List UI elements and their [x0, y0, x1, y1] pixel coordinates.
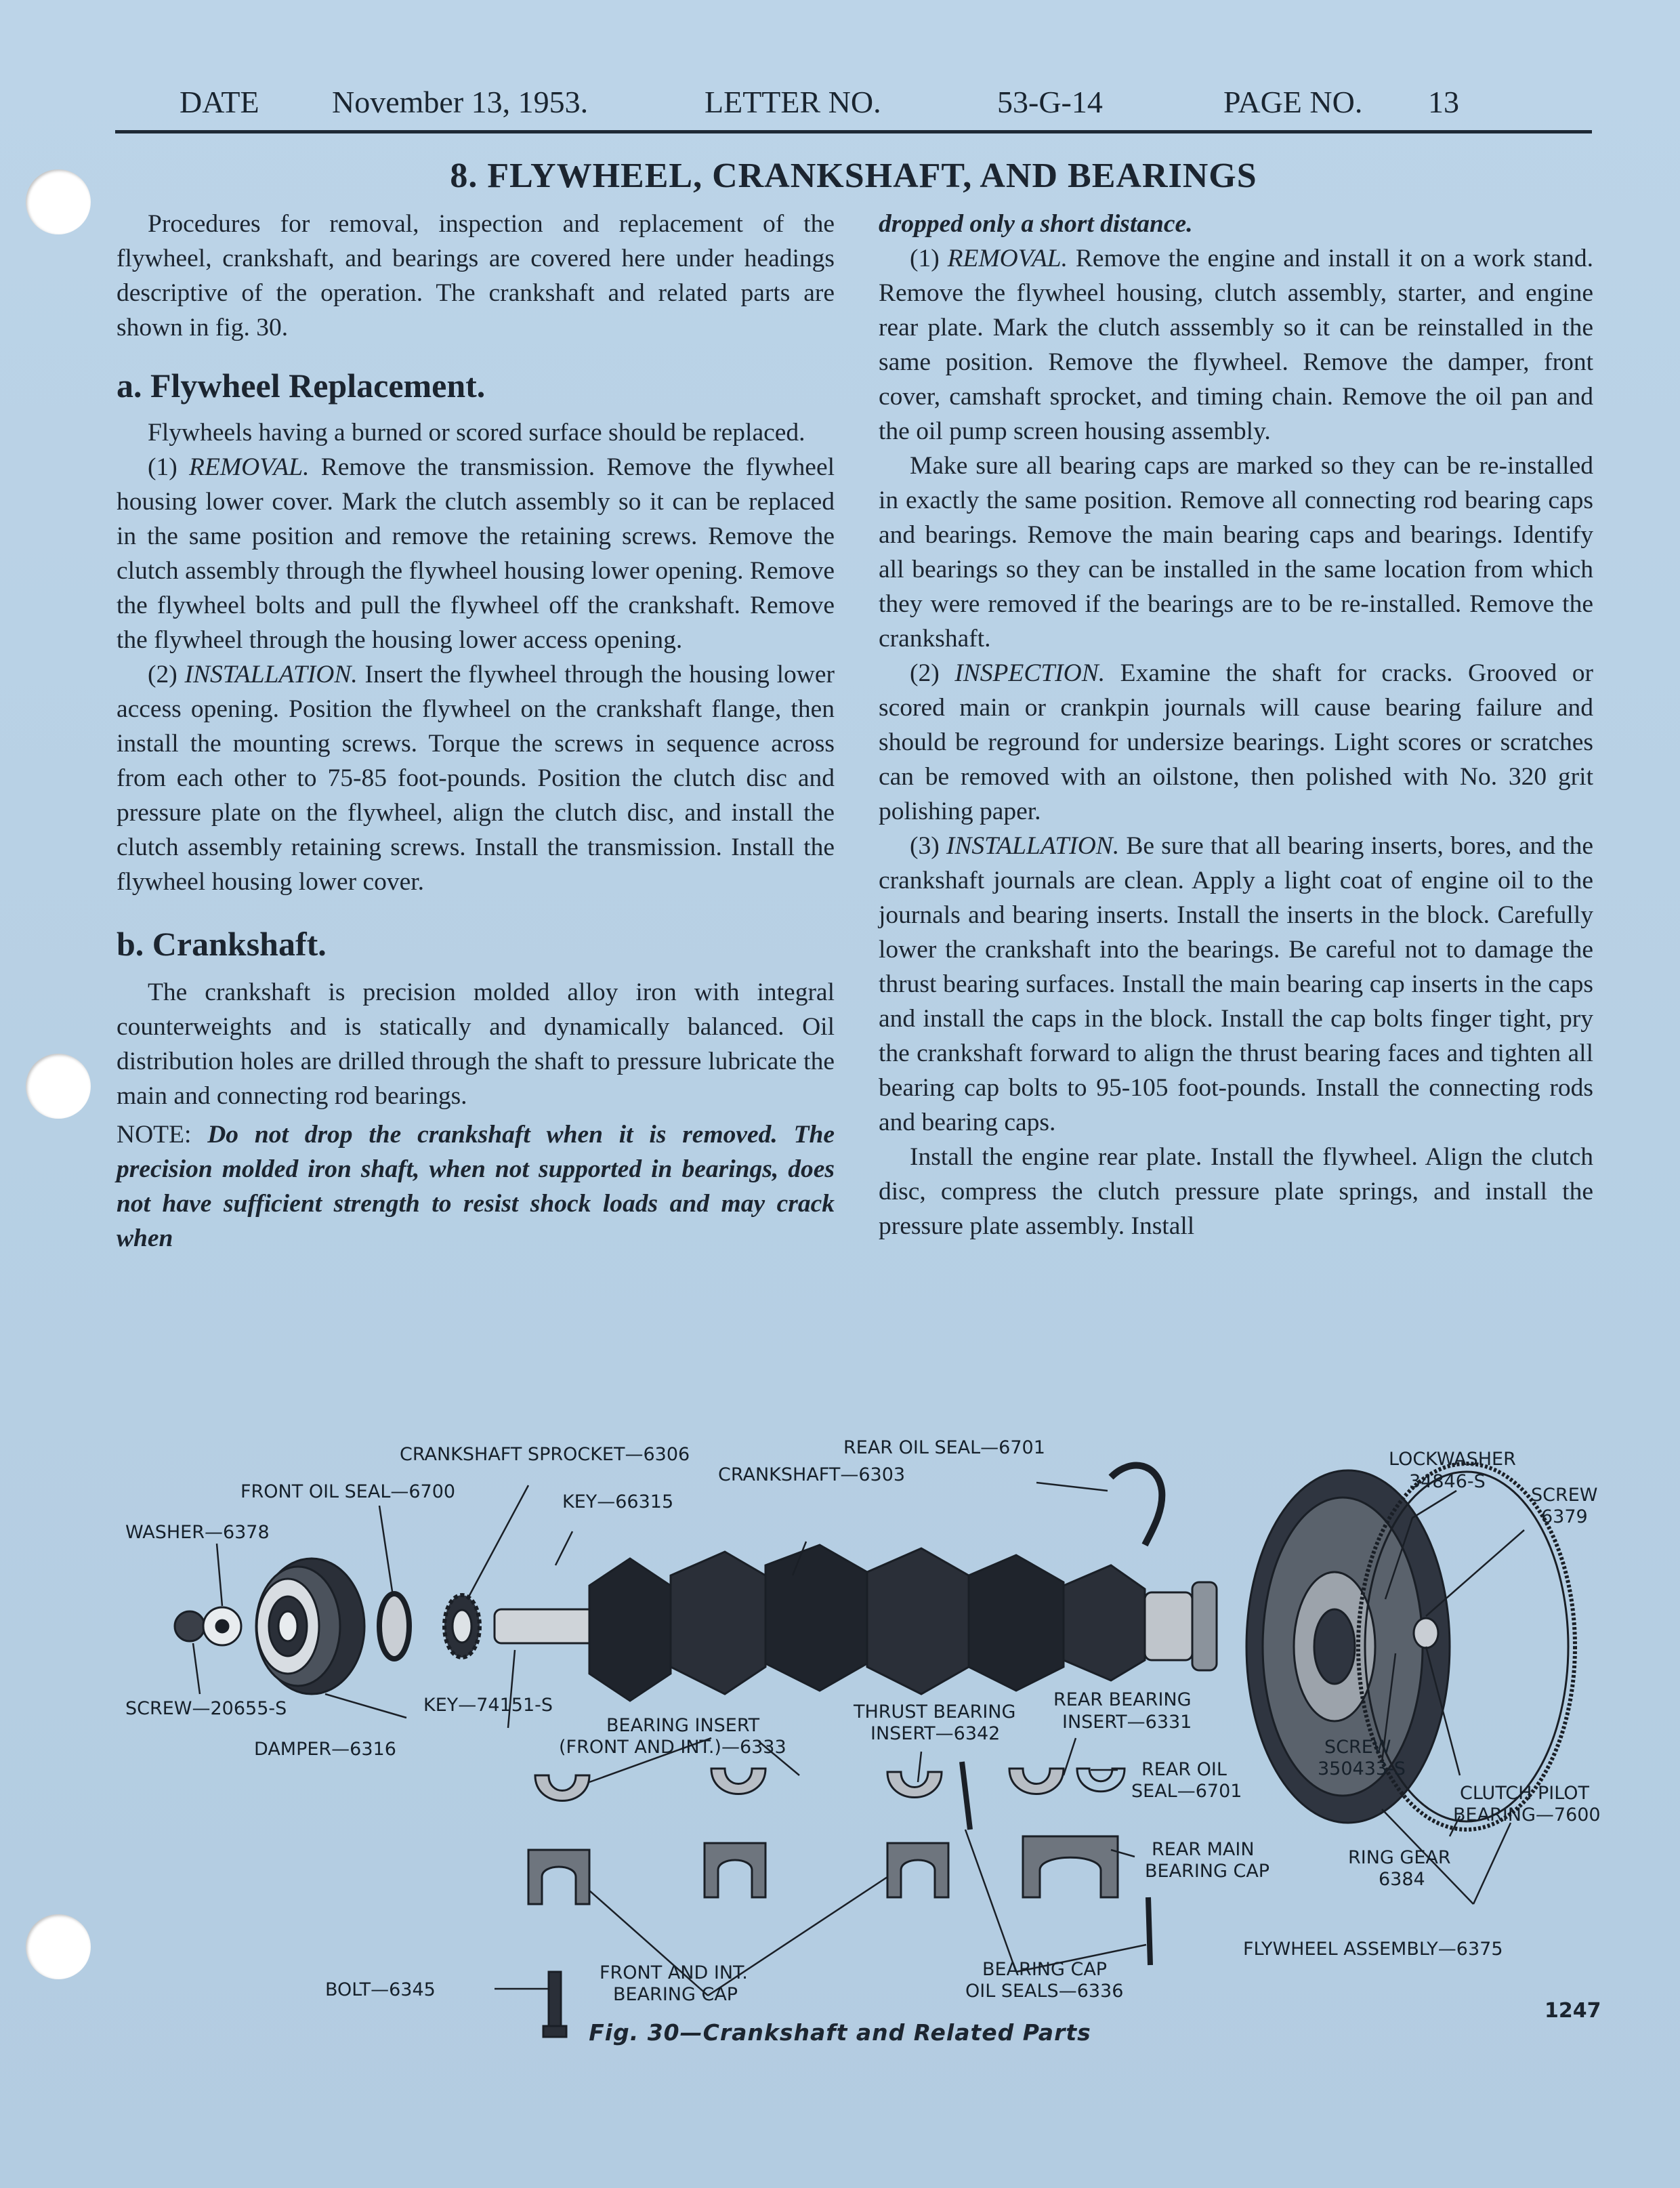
parts-diagram — [115, 1430, 1605, 2040]
page-value: 13 — [1428, 85, 1459, 119]
date-value: November 13, 1953. — [332, 85, 589, 119]
crankshaft-inspection-num: (2) — [910, 659, 940, 687]
label-rear-main-a: REAR MAIN — [1152, 1839, 1255, 1860]
label-screw-6379-b: 6379 — [1541, 1506, 1588, 1527]
clutch-pilot-bearing-drawing — [1414, 1618, 1438, 1648]
flywheel-installation-text: Insert the flywheel through the housing lower access opening. Position the flywheel on the crankshaft flange, then install the mounting screws. Torque the screws in sequence across from each other to 75-85 foot-pounds. Position the clutch disc and pressure plate on the flywheel, align the clutch disc, and install the clutch assembly retaining screws. Install the transmission. Install the flywheel housing lower cover. — [117, 661, 835, 896]
section-title: 8. FLYWHEEL, CRANKSHAFT, AND BEARINGS — [450, 157, 1257, 195]
bearing-inserts-drawing — [535, 1769, 1125, 1801]
page-header — [115, 80, 1592, 127]
heading-flywheel-replacement: a. Flywheel Replacement. — [117, 367, 486, 405]
figure-number: 1247 — [1545, 1999, 1601, 2023]
label-clutch-pilot-a: CLUTCH PILOT — [1460, 1783, 1590, 1804]
label-rear-oil-a: REAR OIL — [1141, 1759, 1227, 1780]
flywheel-removal-label: REMOVAL. — [189, 453, 310, 481]
label-ring-gear-a: RING GEAR — [1348, 1847, 1451, 1868]
crankshaft-inspection — [879, 656, 1593, 829]
note-label: NOTE: — [117, 1121, 192, 1149]
date-label: DATE — [180, 85, 259, 119]
letter-label: LETTER NO. — [705, 85, 881, 119]
crankshaft-installation-label: INSTALLATION. — [946, 832, 1120, 860]
front-oil-seal-drawing — [379, 1594, 409, 1659]
label-front-int-cap-a: FRONT AND INT. — [600, 1962, 748, 1983]
label-flywheel-assembly: FLYWHEEL ASSEMBLY—6375 — [1243, 1939, 1503, 1960]
figure-caption: Fig. 30—Crankshaft and Related Parts — [589, 2019, 1091, 2046]
label-rear-oil-b: SEAL—6701 — [1131, 1781, 1242, 1802]
label-washer: WASHER—6378 — [125, 1522, 270, 1543]
label-rear-oil-seal-top: REAR OIL SEAL—6701 — [843, 1437, 1045, 1458]
note-continuation: dropped only a short distance. — [879, 210, 1193, 238]
rear-oil-seal-top-drawing — [1111, 1466, 1162, 1545]
label-front-oil-seal: FRONT OIL SEAL—6700 — [240, 1481, 456, 1502]
intro-paragraph: Procedures for removal, inspection and replacement of the flywheel, crankshaft, and bearings are covered here under headings descriptive of the operation. The crankshaft and related parts are shown in fig. 30. — [117, 210, 835, 342]
right-column — [879, 207, 1593, 1243]
label-screw-350433-b: 350433-S — [1318, 1758, 1406, 1779]
cap-seal-strip-2 — [1148, 1897, 1150, 1965]
washer-screw-drawing — [175, 1607, 241, 1645]
label-key-66315: KEY—66315 — [562, 1491, 674, 1512]
label-bearing-insert-a: BEARING INSERT — [606, 1715, 760, 1736]
binder-hole-top — [26, 169, 91, 234]
label-rear-bearing-a: REAR BEARING — [1053, 1689, 1192, 1710]
label-bearing-insert-b: (FRONT AND INT.)—6333 — [559, 1737, 786, 1758]
crankshaft-intro: The crankshaft is precision molded alloy iron with integral counterweights and is statically and dynamically balanced. Oil distribution holes are drilled through the shaft to pressure lubricate the main and connecting rod bearings. — [117, 978, 835, 1110]
label-screw-20655: SCREW—20655-S — [125, 1698, 287, 1719]
label-crankshaft: CRANKSHAFT—6303 — [718, 1464, 906, 1485]
label-ring-gear-b: 6384 — [1379, 1869, 1425, 1890]
note-text: Do not drop the crankshaft when it is removed. The precision molded iron shaft, when not supported in bearings, does not have sufficient strength to resist shock loads and may crack when — [117, 1121, 835, 1252]
page-label: PAGE NO. — [1223, 85, 1363, 119]
label-screw-6379-a: SCREW — [1531, 1485, 1598, 1506]
label-cap-seals-a: BEARING CAP — [982, 1959, 1108, 1980]
heading-crankshaft: b. Crankshaft. — [117, 925, 327, 963]
flywheel-removal-num: (1) — [148, 453, 177, 481]
label-key-74151: KEY—74151-S — [423, 1695, 553, 1716]
crankshaft-installation-num: (3) — [910, 832, 940, 860]
label-rear-main-b: BEARING CAP — [1145, 1861, 1270, 1882]
label-damper: DAMPER—6316 — [254, 1739, 396, 1760]
binder-hole-middle — [26, 1054, 91, 1119]
cap-seal-strip-1 — [962, 1762, 970, 1830]
label-clutch-pilot-b: BEARING—7600 — [1453, 1804, 1601, 1825]
label-rear-bearing-b: INSERT—6331 — [1062, 1712, 1192, 1733]
crankshaft-removal-p2: Make sure all bearing caps are marked so they can be re-installed in exactly the same position. Remove all connecting rod bearing caps and bearings. Remove the main bearing caps and bearings. Identify all bearings so they can be installed in the same location from which they were removed if the bearings are to be re-installed. Remove the crankshaft. — [879, 452, 1593, 653]
crankshaft-installation — [879, 829, 1593, 1140]
flywheel-removal — [117, 450, 835, 657]
exploded-parts-figure — [115, 1430, 1605, 2040]
flywheel-installation — [117, 657, 835, 899]
crankshaft-installation-p2: Install the engine rear plate. Install the flywheel. Align the clutch disc, compress the clutch pressure plate springs, and install the pressure plate assembly. Install — [879, 1143, 1593, 1240]
label-cap-seals-b: OIL SEALS—6336 — [965, 1981, 1124, 2002]
crankshaft-inspection-label: INSPECTION. — [954, 659, 1106, 687]
header-rule — [115, 130, 1592, 133]
crankshaft-inspection-text: Examine the shaft for cracks. Grooved or scored main or crankpin journals will cause bearing failure and should be reground for undersize bearings. Light scores or scratches can be removed with an oilstone, then polished with No. 320 grit polishing paper. — [879, 659, 1594, 825]
crankshaft-removal-label: REMOVAL. — [947, 245, 1068, 272]
binder-hole-bottom — [26, 1914, 91, 1979]
left-column — [117, 207, 835, 1256]
crankshaft-removal-text: Remove the engine and install it on a work stand. Remove the flywheel housing, clutch assembly, starter, and engine rear plate. Mark the clutch asssembly so it can be reinstalled in the same position. Remove the flywheel. Remove the damper, front cover, camshaft sprocket, and timing chain. Remove the oil pan and the oil pump screen housing assembly. — [879, 245, 1594, 445]
label-thrust-a: THRUST BEARING — [854, 1701, 1016, 1722]
label-lockwasher-no: 34846-S — [1409, 1471, 1486, 1492]
label-thrust-b: INSERT—6342 — [870, 1723, 1001, 1744]
label-lockwasher: LOCKWASHER — [1389, 1449, 1516, 1470]
label-screw-350433-a: SCREW — [1324, 1737, 1391, 1758]
label-crankshaft-sprocket: CRANKSHAFT SPROCKET—6306 — [400, 1444, 690, 1465]
damper-drawing — [256, 1559, 364, 1694]
bearing-caps-drawing — [528, 1836, 1118, 1904]
sprocket-drawing — [444, 1595, 480, 1657]
crankshaft-drawing — [495, 1545, 1217, 1701]
flywheel-intro: Flywheels having a burned or scored surface should be replaced. — [148, 419, 805, 447]
crankshaft-installation-text: Be sure that all bearing inserts, bores, and the crankshaft journals are clean. Apply a light coat of engine oil to the journals and bearing inserts. Install the inserts in the block. Carefully lower the crankshaft into the bearings. Be careful not to damage the thrust bearing surfaces. Install the main bearing cap inserts in the caps and install the caps in the block. Install the cap bolts finger tight, pry the crankshaft forward to align the thrust bearing faces and tighten all bearing cap bolts to 95-105 foot-pounds. Install the connecting rods and bearing caps. — [879, 832, 1593, 1136]
flywheel-installation-num: (2) — [148, 661, 177, 688]
label-front-int-cap-b: BEARING CAP — [613, 1984, 738, 2005]
crankshaft-note — [117, 1117, 835, 1256]
flywheel-removal-text: Remove the transmission. Remove the flywheel housing lower cover. Mark the clutch assembly so it can be replaced in the same position and remove the retaining screws. Remove the clutch assembly through the flywheel housing lower opening. Remove the flywheel bolts and pull the flywheel off the crankshaft. Remove the flywheel through the housing lower access opening. — [117, 453, 835, 654]
flywheel-installation-label: INSTALLATION. — [184, 661, 358, 688]
label-bolt: BOLT—6345 — [325, 1979, 436, 2000]
crankshaft-removal — [879, 241, 1593, 449]
crankshaft-removal-num: (1) — [910, 245, 940, 272]
letter-value: 53-G-14 — [997, 85, 1103, 119]
